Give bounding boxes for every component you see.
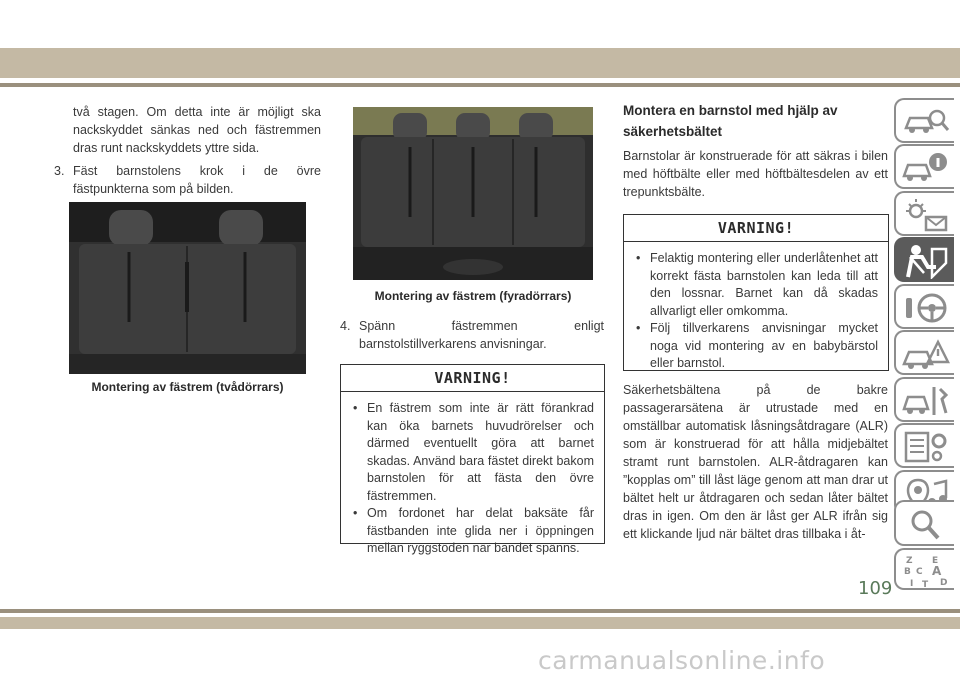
warning-item: • En fästrem som inte är rätt förankrad kan öka barnets huvudrörelser och därmed eventuellt göra att barnet skadas. Använd bara fästet direkt bakom barnstolen för att fästa den övre fästremmen. xyxy=(351,400,594,505)
warning-lights-icon xyxy=(902,197,950,233)
index-search-icon xyxy=(902,506,950,542)
warning-list xyxy=(341,392,604,564)
header-rule xyxy=(0,83,960,87)
warning-title: VARNING! xyxy=(341,365,604,392)
tab-emergency[interactable] xyxy=(894,330,954,375)
car-info-icon xyxy=(902,150,950,186)
footer-rule xyxy=(0,609,960,613)
tab-steering[interactable] xyxy=(894,284,954,329)
header-band xyxy=(0,48,960,78)
warning-box-tether xyxy=(340,364,605,555)
four-door-tether-photo xyxy=(353,107,593,280)
index-letter: Z xyxy=(906,556,913,566)
index-letter: D xyxy=(940,578,948,588)
warning-title: VARNING! xyxy=(624,215,888,242)
tab-passenger-safety[interactable] xyxy=(894,237,954,282)
step-3 xyxy=(54,162,321,198)
step-text: Spänn fästremmen enligt barnstolstillverkarens anvisningar. xyxy=(359,319,604,351)
warning-item: • Följ tillverkarens anvisningar mycket noga vid montering av en babybärstol eller barnstol. xyxy=(634,320,878,373)
warning-item: • Om fordonet har delat baksäte får fästbanden inte glida ner i öppningen mellan ryggstöden när bandet spänns. xyxy=(351,505,594,558)
tab-index-search[interactable] xyxy=(894,500,954,546)
page-number: 109 xyxy=(858,578,893,599)
passenger-safety-icon xyxy=(902,243,950,279)
warning-list xyxy=(624,242,888,379)
right-intro xyxy=(623,147,888,201)
tab-alphabetical-index[interactable] xyxy=(894,548,954,590)
tab-service[interactable] xyxy=(894,377,954,422)
left-text-column xyxy=(54,103,321,198)
step-number: 4. xyxy=(340,319,351,333)
site-watermark[interactable]: carmanualsonline.info xyxy=(538,646,826,675)
step-4 xyxy=(340,317,604,353)
warning-item: • Felaktig montering eller underlåtenhet att korrekt fästa barnstolen kan leda till att den lossnar. Barnet kan då skadas allvarligt eller omkomma. xyxy=(634,250,878,320)
paragraph-continuation: två stagen. Om detta inte är möjligt ska nackskyddet sänkas ned och fästremmen dras runt nackskyddets yttre sida. xyxy=(73,105,321,155)
car-service-icon xyxy=(902,383,950,419)
photo-caption-two-door: Montering av fästrem (tvådörrars) xyxy=(91,380,284,394)
index-letter: E xyxy=(932,556,939,566)
step-text: Fäst barnstolens krok i de övre fästpunkterna som på bilden. xyxy=(73,164,321,196)
alphabetical-index-icon xyxy=(902,554,950,590)
car-search-icon xyxy=(902,104,950,140)
tab-warning-lights[interactable] xyxy=(894,191,954,236)
footer-band xyxy=(0,617,960,629)
photo-caption-four-door: Montering av fästrem (fyradörrars) xyxy=(374,289,572,303)
warning-box-installation xyxy=(623,214,889,371)
index-letter: I xyxy=(910,579,914,589)
tab-car-info[interactable] xyxy=(894,144,954,189)
right-body xyxy=(623,381,888,543)
car-emergency-icon xyxy=(902,336,950,372)
index-letter: C xyxy=(916,567,923,577)
tab-car-search[interactable] xyxy=(894,98,954,143)
tab-maintenance[interactable] xyxy=(894,423,954,468)
body-paragraph: Säkerhetsbältena på de bakre passagerarsätena är utrustade med en omställbar automatisk låsningsåtdragare (ALR) som är konstruerad för att hålla midjebältet stramt runt barnstolen. ALR-åtdragaren kan ”kopplas om” till låst läge genom att man drar ut bältet helt ur åtdragaren och sedan låter bältet dras in igen. Om den är låst ger ALR ifrån sig ett klickande ljud när bältet dras tillbaka i åt- xyxy=(623,383,888,541)
index-letter: A xyxy=(932,564,942,578)
maintenance-checklist-icon xyxy=(902,429,950,465)
step-number: 3. xyxy=(54,164,65,178)
intro-paragraph: Barnstolar är konstruerade för att säkras i bilen med höftbälte eller med höftbältesdelen av ett trepunktsbälte. xyxy=(623,149,888,199)
index-letter: T xyxy=(922,580,929,590)
section-heading: Montera en barnstol med hjälp av säkerhetsbältet xyxy=(623,103,838,139)
two-door-tether-photo xyxy=(69,202,306,374)
steering-wheel-icon xyxy=(902,290,950,326)
middle-text-column xyxy=(340,317,604,353)
index-letter: B xyxy=(904,567,911,577)
